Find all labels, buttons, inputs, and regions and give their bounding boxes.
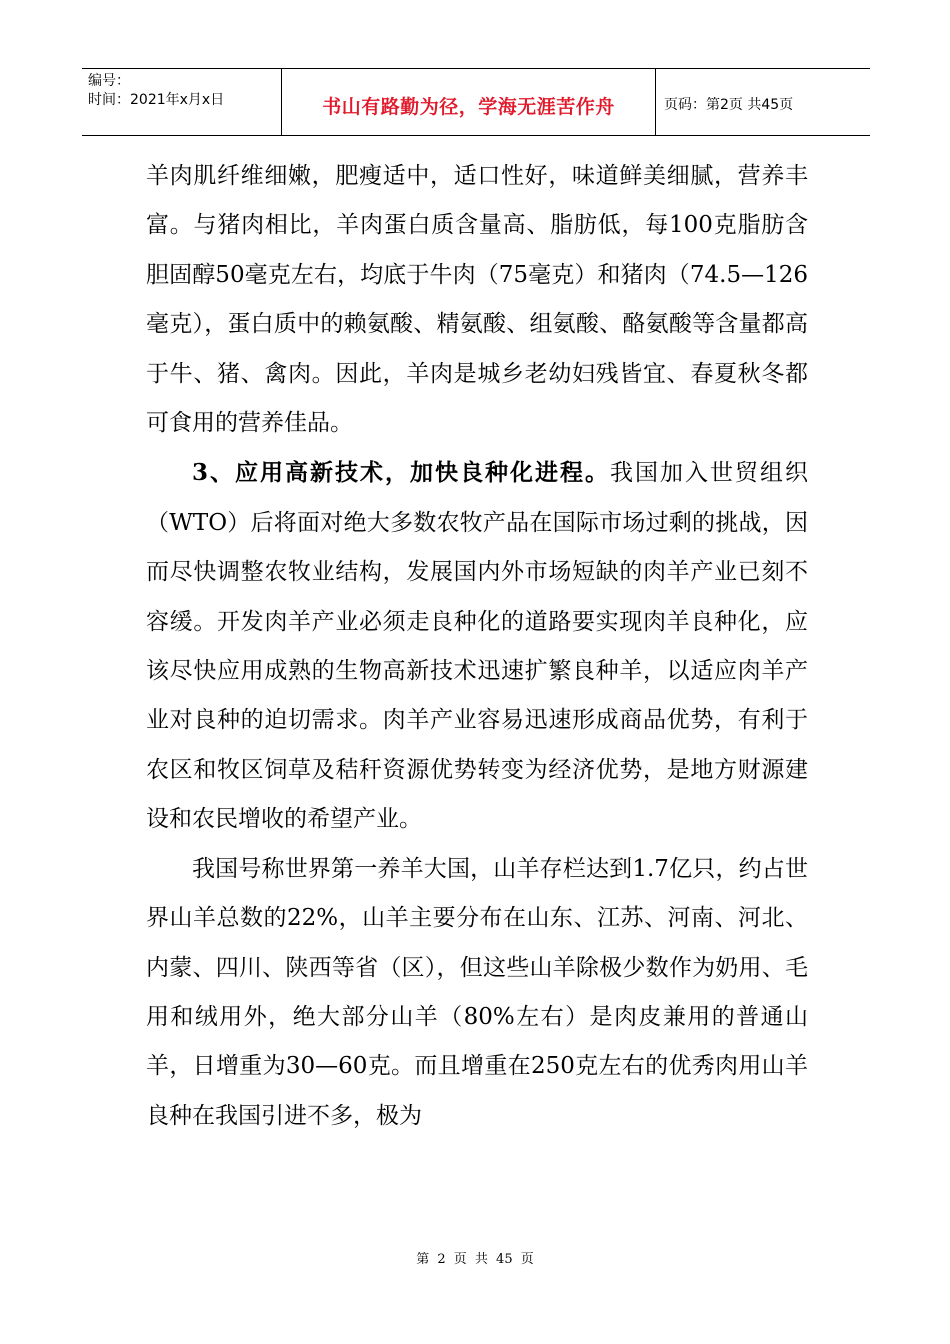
document-time-label: 时间：2021年x月x日 bbox=[88, 92, 225, 108]
section-heading: 3、应用高新技术，加快良种化进程。 bbox=[192, 459, 610, 487]
body-paragraph bbox=[146, 448, 808, 844]
page-footer: 第 2 页 共 45 页 bbox=[416, 1252, 534, 1267]
document-body bbox=[146, 152, 808, 1141]
document-code-label: 编号： bbox=[88, 73, 130, 89]
header-motto-cell bbox=[282, 69, 656, 135]
header-meta bbox=[82, 69, 282, 135]
header-motto: 书山有路勤为径，学海无涯苦作舟 bbox=[322, 95, 615, 118]
paragraph-text: 我国加入世贸组织（WTO）后将面对绝大多数农牧产品在国际市场过剩的挑战，因而尽快调整农牧业结构，发展国内外市场短缺的肉羊产业已刻不容缓。开发肉羊产业必须走良种化的道路要实现肉羊良种化，应该尽快应用成熟的生物高新技术迅速扩繁良种羊，以适应肉羊产业对良种的迫切需求。肉羊产业容易迅速形成商品优势，有利于农区和牧区饲草及秸秆资源优势转变为经济优势，是地方财源建设和农民增收的希望产业。 bbox=[146, 460, 808, 833]
body-paragraph: 羊肉肌纤维细嫩，肥瘦适中，适口性好，味道鲜美细腻，营养丰富。与猪肉相比，羊肉蛋白质含量高、脂肪低，每100克脂肪含胆固醇50毫克左右，均底于牛肉（75毫克）和猪肉（74.5—126毫克），蛋白质中的赖氨酸、精氨酸、组氨酸、酪氨酸等含量都高于牛、猪、禽肉。因此，羊肉是城乡老幼妇残皆宜、春夏秋冬都可食用的营养佳品。 bbox=[146, 163, 808, 437]
header-page-cell bbox=[656, 69, 870, 135]
page-header bbox=[82, 68, 870, 136]
body-paragraph: 我国号称世界第一养羊大国，山羊存栏达到1.7亿只，约占世界山羊总数的22%，山羊主要分布在山东、江苏、河南、河北、内蒙、四川、陕西等省（区），但这些山羊除极少数作为奶用、毛用和绒用外，绝大部分山羊（80%左右）是肉皮兼用的普通山羊，日增重为30—60克。而且增重在250克左右的优秀肉用山羊良种在我国引进不多，极为 bbox=[146, 855, 808, 1129]
header-page-number: 页码：第2页 共45页 bbox=[664, 97, 794, 113]
